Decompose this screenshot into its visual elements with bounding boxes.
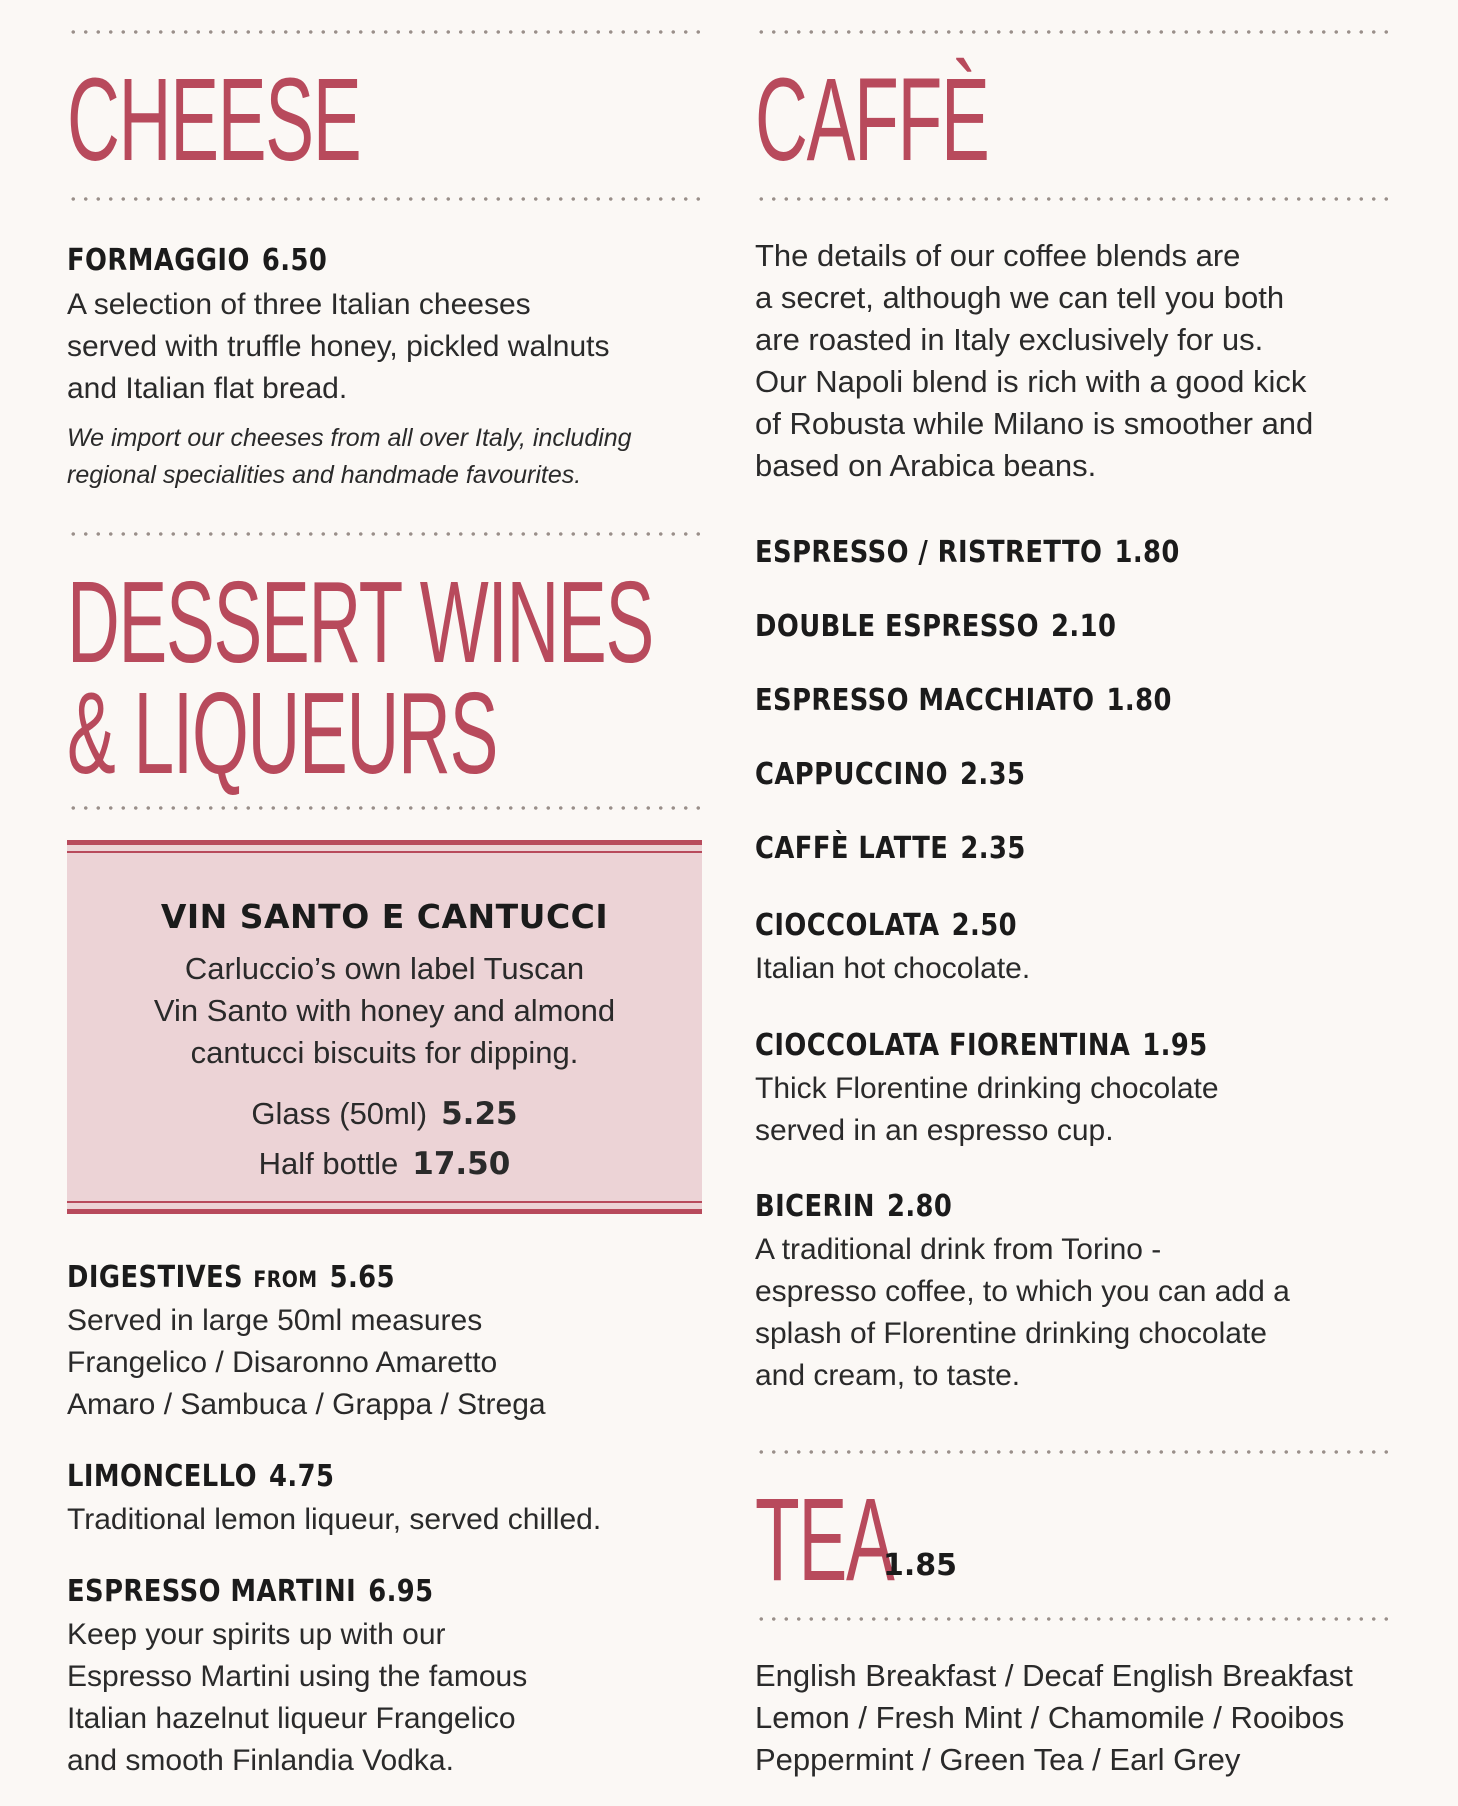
tea-heading: TEA bbox=[755, 1474, 894, 1606]
dotted-divider bbox=[755, 197, 1395, 201]
feature-description bbox=[67, 948, 702, 1074]
price-row-glass bbox=[67, 1089, 702, 1139]
dotted-divider bbox=[67, 197, 702, 201]
note-line: regional specialities and handmade favourites. bbox=[67, 461, 582, 489]
description-line: Espresso Martini using the famous bbox=[67, 1660, 528, 1693]
description-line: served in an espresso cup. bbox=[755, 1114, 1114, 1147]
cheese-heading: CHEESE bbox=[67, 54, 361, 186]
item-name: ESPRESSO MACCHIATO bbox=[755, 683, 1095, 718]
caffe-intro bbox=[755, 235, 1313, 487]
menu-item-title bbox=[755, 535, 1180, 570]
tea-varieties bbox=[755, 1655, 1353, 1781]
intro-line: a secret, although we can tell you both bbox=[755, 280, 1285, 315]
menu-item-title bbox=[755, 757, 1025, 792]
description-line: Frangelico / Disaronno Amaretto bbox=[67, 1346, 498, 1379]
feature-title: VIN SANTO E CANTUCCI bbox=[160, 897, 609, 936]
description-line: Keep your spirits up with our bbox=[67, 1618, 446, 1651]
item-price: 2.50 bbox=[951, 908, 1017, 943]
menu-item-title bbox=[755, 683, 1172, 718]
description-line: Thick Florentine drinking chocolate bbox=[755, 1072, 1219, 1105]
tea-variety-line: Lemon / Fresh Mint / Chamomile / Rooibos bbox=[755, 1700, 1345, 1735]
menu-item-title bbox=[67, 1459, 334, 1494]
description-line: Italian hot chocolate. bbox=[755, 952, 1031, 985]
feature-prices bbox=[67, 1089, 702, 1189]
item-price: 4.75 bbox=[269, 1459, 335, 1494]
price-label: Glass (50ml) bbox=[251, 1096, 428, 1131]
item-price: 2.35 bbox=[960, 831, 1026, 866]
description-line: and Italian flat bread. bbox=[67, 372, 348, 405]
dotted-divider bbox=[67, 532, 702, 536]
description-line: Vin Santo with honey and almond bbox=[153, 993, 616, 1028]
menu-item-title bbox=[67, 1574, 434, 1609]
description-line: Carluccio’s own label Tuscan bbox=[184, 951, 585, 986]
item-name: LIMONCELLO bbox=[67, 1459, 257, 1494]
item-name: ESPRESSO / RISTRETTO bbox=[755, 535, 1103, 570]
item-description bbox=[755, 1229, 1290, 1397]
dessert-wines-heading-line1: DESSERT WINES bbox=[67, 557, 653, 687]
vin-santo-feature-box bbox=[67, 840, 702, 1214]
intro-line: The details of our coffee blends are bbox=[755, 238, 1241, 273]
menu-item-title bbox=[755, 908, 1017, 943]
item-price: 1.80 bbox=[1114, 535, 1180, 570]
menu-item-title bbox=[67, 1260, 395, 1295]
item-name: FORMAGGIO bbox=[67, 243, 250, 278]
dotted-divider bbox=[67, 30, 702, 34]
description-line: and smooth Finlandia Vodka. bbox=[67, 1744, 454, 1777]
dotted-divider bbox=[67, 806, 702, 810]
item-description bbox=[755, 1068, 1219, 1152]
price-label: Half bottle bbox=[258, 1146, 399, 1181]
description-line: Traditional lemon liqueur, served chilled. bbox=[67, 1503, 602, 1536]
description-line: A selection of three Italian cheeses bbox=[67, 288, 531, 321]
item-name: ESPRESSO MARTINI bbox=[67, 1574, 357, 1609]
description-line: A traditional drink from Torino - bbox=[755, 1233, 1162, 1266]
tea-price: 1.85 bbox=[883, 1548, 958, 1583]
intro-line: of Robusta while Milano is smoother and bbox=[755, 406, 1314, 441]
tea-variety-line: English Breakfast / Decaf English Breakfast bbox=[755, 1658, 1353, 1693]
item-price: 2.10 bbox=[1051, 609, 1117, 644]
item-description bbox=[755, 948, 1030, 990]
menu-item-title bbox=[755, 1028, 1208, 1063]
description-line: Amaro / Sambuca / Grappa / Strega bbox=[67, 1388, 546, 1421]
tea-variety-line: Peppermint / Green Tea / Earl Grey bbox=[755, 1742, 1241, 1777]
description-line: cantucci biscuits for dipping. bbox=[190, 1035, 579, 1070]
intro-line: based on Arabica beans. bbox=[755, 448, 1097, 483]
item-price: 1.80 bbox=[1106, 683, 1172, 718]
description-line: Served in large 50ml measures bbox=[67, 1304, 483, 1337]
item-price-prefix: FROM bbox=[253, 1268, 318, 1293]
item-description bbox=[67, 284, 610, 410]
menu-item-title bbox=[755, 831, 1026, 866]
price-value: 5.25 bbox=[441, 1096, 518, 1132]
menu-item-title bbox=[755, 1189, 952, 1224]
dessert-wines-heading-line2: & LIQUEURS bbox=[67, 668, 498, 798]
cheese-note bbox=[67, 420, 632, 494]
item-name: CIOCCOLATA bbox=[755, 908, 940, 943]
description-line: Italian hazelnut liqueur Frangelico bbox=[67, 1702, 516, 1735]
menu-item-title bbox=[755, 609, 1116, 644]
dotted-divider bbox=[755, 30, 1395, 34]
price-value: 17.50 bbox=[412, 1146, 511, 1182]
description-line: splash of Florentine drinking chocolate bbox=[755, 1317, 1267, 1350]
caffe-heading: CAFFÈ bbox=[755, 54, 989, 186]
note-line: We import our cheeses from all over Italy, including bbox=[67, 424, 632, 452]
description-line: espresso coffee, to which you can add a bbox=[755, 1275, 1290, 1308]
item-name: CIOCCOLATA FIORENTINA bbox=[755, 1028, 1131, 1063]
item-price: 2.35 bbox=[960, 757, 1026, 792]
item-price: 6.95 bbox=[368, 1574, 434, 1609]
item-price: 6.50 bbox=[261, 243, 328, 278]
item-name: BICERIN bbox=[755, 1189, 875, 1224]
item-description bbox=[67, 1614, 527, 1782]
item-name: DOUBLE ESPRESSO bbox=[755, 609, 1040, 644]
item-price: 2.80 bbox=[886, 1189, 953, 1224]
price-row-half-bottle bbox=[67, 1139, 702, 1189]
item-name: CAPPUCCINO bbox=[755, 757, 948, 792]
intro-line: Our Napoli blend is rich with a good kick bbox=[755, 364, 1307, 399]
dotted-divider bbox=[755, 1617, 1395, 1621]
intro-line: are roasted in Italy exclusively for us. bbox=[755, 322, 1264, 357]
description-line: and cream, to taste. bbox=[755, 1359, 1021, 1392]
item-price: 1.95 bbox=[1142, 1028, 1208, 1063]
menu-item-title bbox=[67, 243, 327, 278]
item-description bbox=[67, 1499, 601, 1541]
item-price: 5.65 bbox=[329, 1260, 395, 1295]
description-line: served with truffle honey, pickled walnuts bbox=[67, 330, 610, 363]
item-name: CAFFÈ LATTE bbox=[755, 831, 949, 866]
item-name: DIGESTIVES bbox=[67, 1260, 244, 1295]
item-description bbox=[67, 1300, 546, 1426]
dotted-divider bbox=[755, 1450, 1395, 1454]
